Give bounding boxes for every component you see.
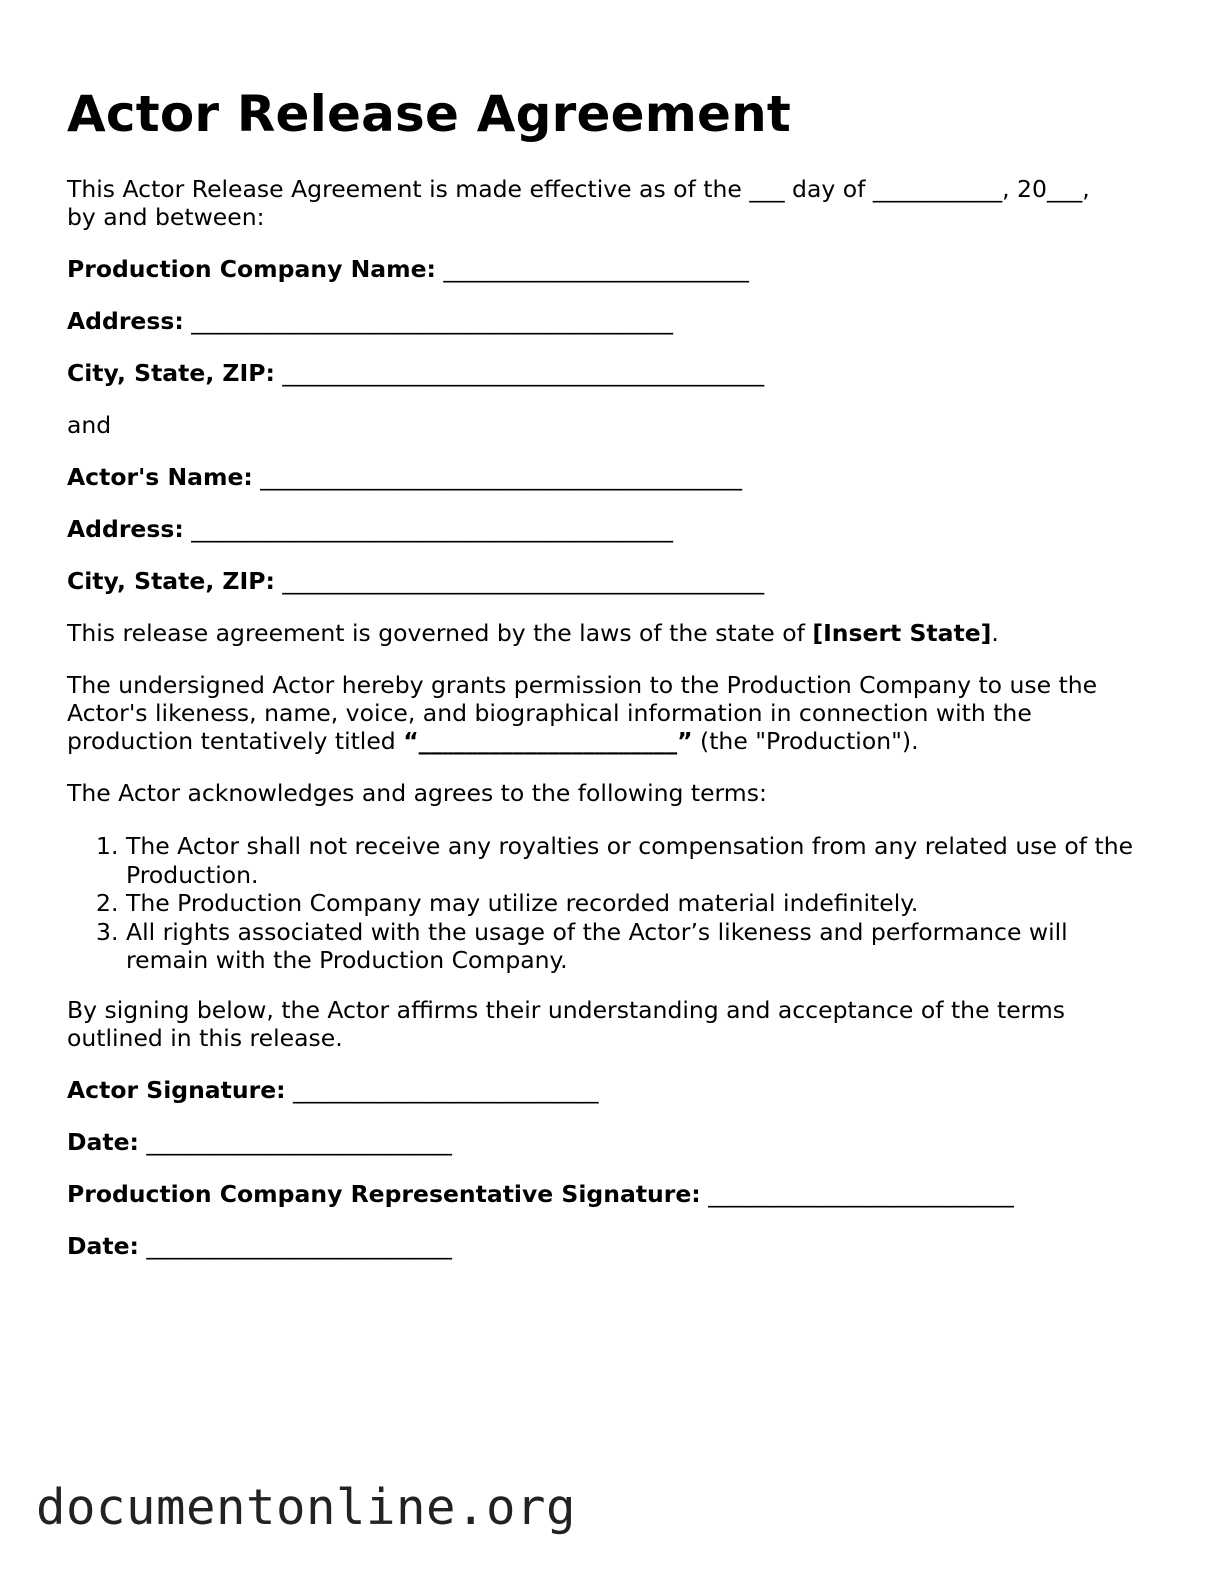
terms-list — [67, 832, 1133, 975]
and-text: and — [67, 411, 112, 439]
watermark: documentonline.org — [36, 1479, 577, 1536]
actor-date-field — [67, 1128, 452, 1157]
rep-signature-blank: __________________________ — [708, 1180, 1014, 1208]
company-address-blank: _________________________________________ — [191, 307, 673, 335]
term-text-line-2: remain with the Production Company. — [126, 946, 568, 974]
actor-name-blank: _________________________________________ — [260, 463, 743, 491]
affirm-line-2: outlined in this release. — [67, 1024, 343, 1052]
rep-date-field — [67, 1232, 452, 1261]
actor-date-blank: __________________________ — [146, 1128, 452, 1156]
actor-date-label: Date: — [67, 1128, 139, 1156]
term-text-line-1: All rights associated with the usage of the Actor’s likeness and performance will — [126, 917, 1068, 946]
actor-address-label: Address: — [67, 515, 184, 543]
production-company-name-label: Production Company Name: — [67, 255, 436, 283]
actor-signature-label: Actor Signature: — [67, 1076, 286, 1104]
governing-law-period: . — [991, 619, 999, 647]
term-item — [67, 918, 1133, 975]
actor-signature-blank: __________________________ — [293, 1076, 599, 1104]
actor-city-state-zip-blank: _________________________________________ — [282, 567, 765, 595]
term-text-line-1: The Production Company may utilize recorded material indefinitely. — [126, 889, 919, 917]
production-title-blank: “______________________” — [403, 727, 693, 755]
term-number: 1. — [96, 832, 119, 860]
term-item — [67, 889, 1133, 918]
term-item — [67, 832, 1133, 889]
grant-line-3-text: production tentatively titled — [67, 727, 404, 755]
actor-name-field — [67, 463, 742, 492]
term-number: 3. — [96, 917, 119, 946]
production-company-name-field — [67, 255, 749, 284]
governing-state-placeholder: [Insert State] — [812, 619, 992, 647]
actor-name-label: Actor's Name: — [67, 463, 253, 491]
grant-line-3-suffix: (the "Production"). — [692, 727, 919, 755]
document-title: Actor Release Agreement — [67, 85, 792, 143]
term-number: 2. — [96, 889, 119, 917]
rep-date-blank: __________________________ — [146, 1232, 452, 1260]
rep-date-label: Date: — [67, 1232, 139, 1260]
company-city-state-zip-blank: _________________________________________ — [282, 359, 765, 387]
governing-law-clause — [67, 619, 999, 648]
grant-line-1: The undersigned Actor hereby grants permission to the Production Company to use the — [67, 671, 1098, 699]
grant-line-3 — [67, 727, 919, 756]
term-text-line-2: Production. — [126, 860, 259, 889]
company-city-state-zip-label: City, State, ZIP: — [67, 359, 275, 387]
governing-law-text: This release agreement is governed by the laws of the state of — [67, 619, 813, 647]
rep-signature-field — [67, 1180, 1014, 1209]
intro-line-1: This Actor Release Agreement is made effective as of the ___ day of ___________, 20___, — [67, 175, 1090, 203]
actor-city-state-zip-field — [67, 567, 764, 596]
affirm-line-1: By signing below, the Actor affirms their understanding and acceptance of the terms — [67, 996, 1066, 1024]
company-city-state-zip-field — [67, 359, 764, 388]
production-company-name-blank: __________________________ — [443, 255, 749, 283]
actor-city-state-zip-label: City, State, ZIP: — [67, 567, 275, 595]
grant-line-2: Actor's likeness, name, voice, and biographical information in connection with the — [67, 699, 1032, 727]
actor-address-field — [67, 515, 673, 544]
actor-address-blank: _________________________________________ — [191, 515, 673, 543]
actor-signature-field — [67, 1076, 599, 1105]
company-address-field — [67, 307, 673, 336]
term-text-line-1: The Actor shall not receive any royalties or compensation from any related use of the — [126, 832, 1134, 860]
intro-line-2: by and between: — [67, 203, 265, 231]
terms-intro: The Actor acknowledges and agrees to the following terms: — [67, 779, 767, 807]
company-address-label: Address: — [67, 307, 184, 335]
rep-signature-label: Production Company Representative Signature: — [67, 1180, 701, 1208]
